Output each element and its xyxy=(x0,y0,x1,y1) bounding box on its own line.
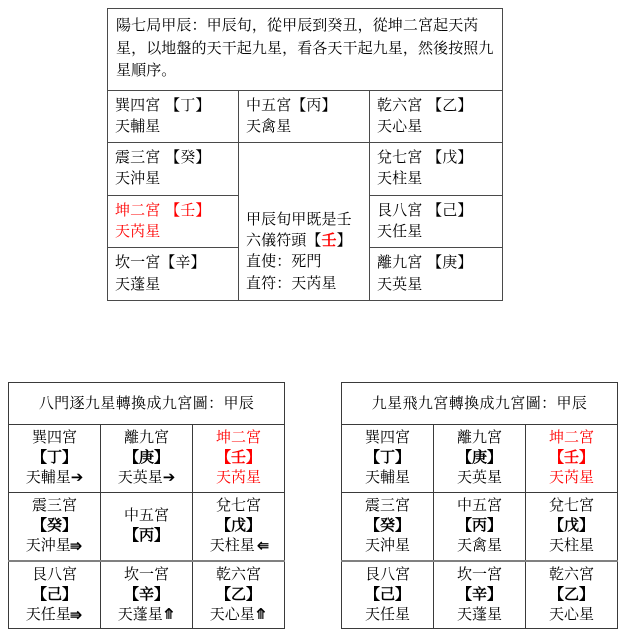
grid-cell-li9 xyxy=(434,425,526,493)
star-label xyxy=(103,468,190,488)
stem-label: 【乙】 xyxy=(549,584,595,603)
stem-label: 【庚】 xyxy=(456,447,502,466)
grid-cell-xun4 xyxy=(342,425,434,493)
palace-label: 坤二宮 【壬】 xyxy=(115,200,211,219)
grid-cell-dui7 xyxy=(526,492,618,560)
star-label: 天芮星 xyxy=(115,221,161,240)
star-label xyxy=(11,468,98,488)
star-label: 天輔星 xyxy=(115,116,161,135)
palace-label: 巽四宮 xyxy=(364,428,410,446)
grid-title-row xyxy=(9,383,285,425)
palace-label: 坤二宮 xyxy=(549,428,595,446)
stem-label: 【辛】 xyxy=(123,584,169,603)
note-line-2-prefix: 六儀符頭【 xyxy=(246,230,322,249)
stem-label: 【丁】 xyxy=(364,447,410,466)
cell-kun2 xyxy=(108,195,239,248)
cell-zhen3 xyxy=(108,143,239,196)
grid-cell-zhong5 xyxy=(101,492,193,560)
grid-cell-kan1 xyxy=(101,561,193,629)
palace-label: 艮八宮 【己】 xyxy=(377,200,473,219)
intro-paragraph: 陽七局甲辰：甲辰旬，從甲辰到癸丑，從坤二宮起天芮星，以地盤的天干起九星，看各天干起九星，然後按照九星順序。 xyxy=(108,9,503,91)
table-row-1 xyxy=(108,90,503,143)
star-text: 天輔星 xyxy=(25,467,71,486)
star-text: 天柱星 xyxy=(209,535,255,554)
stem-label: 【壬】 xyxy=(216,447,262,466)
star-label: 天芮星 xyxy=(549,467,595,486)
palace-label: 離九宮 【庚】 xyxy=(377,253,473,272)
star-label: 天蓬星 xyxy=(115,274,161,293)
palace-label: 艮八宮 xyxy=(364,564,410,583)
arrow-down-icon: ⤋ xyxy=(252,539,271,552)
arrow-right-icon: ➔ xyxy=(70,467,84,486)
grid-cell-kun2 xyxy=(193,425,285,493)
nine-palace-detail-table xyxy=(107,8,503,301)
cell-kan1 xyxy=(108,248,239,301)
star-label: 天任星 xyxy=(364,604,410,623)
star-label xyxy=(11,536,98,556)
stem-label: 【己】 xyxy=(364,584,410,603)
stem-label: 【己】 xyxy=(31,584,77,603)
eight-gates-grid-table xyxy=(8,382,285,629)
cell-li9 xyxy=(370,248,503,301)
star-text: 天英星 xyxy=(117,467,163,486)
right-grid-title: 九星飛九宮轉換成九宮圖：甲辰 xyxy=(342,383,618,425)
palace-label: 中五宮 xyxy=(456,495,502,514)
palace-label: 震三宮 xyxy=(364,495,410,514)
grid-cell-qian6 xyxy=(193,561,285,629)
palace-label: 坎一宮 xyxy=(456,564,502,583)
grid-cell-zhong5 xyxy=(434,492,526,560)
star-text: 天任星 xyxy=(25,604,71,623)
star-label: 天輔星 xyxy=(364,467,410,486)
palace-label: 乾六宮 xyxy=(216,564,262,583)
note-line-4: 直符：天芮星 xyxy=(246,273,337,292)
grid-cell-zhen3 xyxy=(9,492,101,560)
arrow-up-icon: ⤋ xyxy=(67,608,86,621)
star-label xyxy=(11,605,98,625)
cell-zhong5 xyxy=(239,90,370,143)
stem-label: 【戊】 xyxy=(216,515,262,534)
palace-label: 乾六宮 xyxy=(549,564,595,583)
stem-label: 【庚】 xyxy=(123,447,169,466)
left-grid-title: 八門逐九星轉換成九宮圖：甲辰 xyxy=(9,383,285,425)
grid-cell-kun2 xyxy=(526,425,618,493)
grid-title-row xyxy=(342,383,618,425)
palace-label: 離九宮 xyxy=(456,428,502,446)
table-row xyxy=(9,425,285,493)
palace-label: 艮八宮 xyxy=(31,564,77,583)
cell-middle-note xyxy=(239,143,370,301)
palace-label: 兌七宮 xyxy=(216,495,262,514)
grid-cell-xun4 xyxy=(9,425,101,493)
grid-cell-dui7 xyxy=(193,492,285,560)
star-label: 天任星 xyxy=(377,221,423,240)
star-label: 天心星 xyxy=(549,604,595,623)
arrow-up-icon: ⤋ xyxy=(67,539,86,552)
star-label: 天芮星 xyxy=(216,467,262,486)
palace-label: 震三宮 【癸】 xyxy=(115,148,211,167)
palace-label: 中五宮【丙】 xyxy=(246,95,337,114)
grid-cell-kan1 xyxy=(434,561,526,629)
palace-label: 坎一宮【辛】 xyxy=(115,253,206,272)
palace-label: 坎一宮 xyxy=(123,564,169,583)
table-row xyxy=(9,561,285,629)
stem-label: 【丙】 xyxy=(456,515,502,534)
star-label: 天柱星 xyxy=(377,169,423,188)
stem-label: 【壬】 xyxy=(549,447,595,466)
table-row xyxy=(342,561,618,629)
stem-label: 【丁】 xyxy=(31,447,77,466)
palace-label: 離九宮 xyxy=(123,428,169,446)
cell-qian6 xyxy=(370,90,503,143)
palace-label: 乾六宮 【乙】 xyxy=(377,95,473,114)
cell-dui7 xyxy=(370,143,503,196)
stem-label: 【丙】 xyxy=(123,525,169,544)
table-row-2 xyxy=(108,143,503,196)
note-line-2 xyxy=(246,230,363,251)
stem-label: 【癸】 xyxy=(31,515,77,534)
star-label xyxy=(195,605,282,625)
note-line-2-highlight: 壬 xyxy=(321,230,337,249)
star-text: 天沖星 xyxy=(25,535,71,554)
arrow-left-icon: ⤊ xyxy=(162,604,176,623)
arrow-left-icon: ⤊ xyxy=(254,604,268,623)
note-line-2-suffix: 】 xyxy=(336,230,352,249)
star-label: 天沖星 xyxy=(364,535,410,554)
star-label: 天柱星 xyxy=(549,535,595,554)
palace-label: 中五宮 xyxy=(123,505,169,524)
nine-stars-grid-table xyxy=(341,382,618,629)
star-label: 天蓬星 xyxy=(456,604,502,623)
table-row-intro xyxy=(108,9,503,91)
table-row xyxy=(342,425,618,493)
table-row xyxy=(342,492,618,560)
star-label xyxy=(103,605,190,625)
palace-label: 兌七宮 xyxy=(549,495,595,514)
star-text: 天心星 xyxy=(209,604,255,623)
palace-label: 巽四宮 xyxy=(31,428,77,446)
grid-cell-li9 xyxy=(101,425,193,493)
star-label xyxy=(195,536,282,556)
stem-label: 【乙】 xyxy=(216,584,262,603)
palace-label: 巽四宮 【丁】 xyxy=(115,95,211,114)
table-row xyxy=(9,492,285,560)
note-line-1: 甲辰旬甲既是壬 xyxy=(246,209,352,228)
grid-cell-gen8 xyxy=(9,561,101,629)
star-label: 天心星 xyxy=(377,116,423,135)
palace-label: 兌七宮 【戊】 xyxy=(377,148,473,167)
stem-label: 【辛】 xyxy=(456,584,502,603)
cell-xun4 xyxy=(108,90,239,143)
grid-cell-zhen3 xyxy=(342,492,434,560)
note-line-3: 直使：死門 xyxy=(246,252,322,271)
stem-label: 【戊】 xyxy=(549,515,595,534)
arrow-right-icon: ➔ xyxy=(162,467,176,486)
stem-label: 【癸】 xyxy=(364,515,410,534)
grid-cell-qian6 xyxy=(526,561,618,629)
star-label: 天沖星 xyxy=(115,169,161,188)
star-label: 天禽星 xyxy=(246,116,292,135)
star-label: 天英星 xyxy=(456,467,502,486)
palace-label: 坤二宮 xyxy=(216,428,262,446)
palace-label: 震三宮 xyxy=(31,495,77,514)
star-label: 天英星 xyxy=(377,274,423,293)
cell-gen8 xyxy=(370,195,503,248)
star-text: 天蓬星 xyxy=(117,604,163,623)
grid-cell-gen8 xyxy=(342,561,434,629)
star-label: 天禽星 xyxy=(456,535,502,554)
